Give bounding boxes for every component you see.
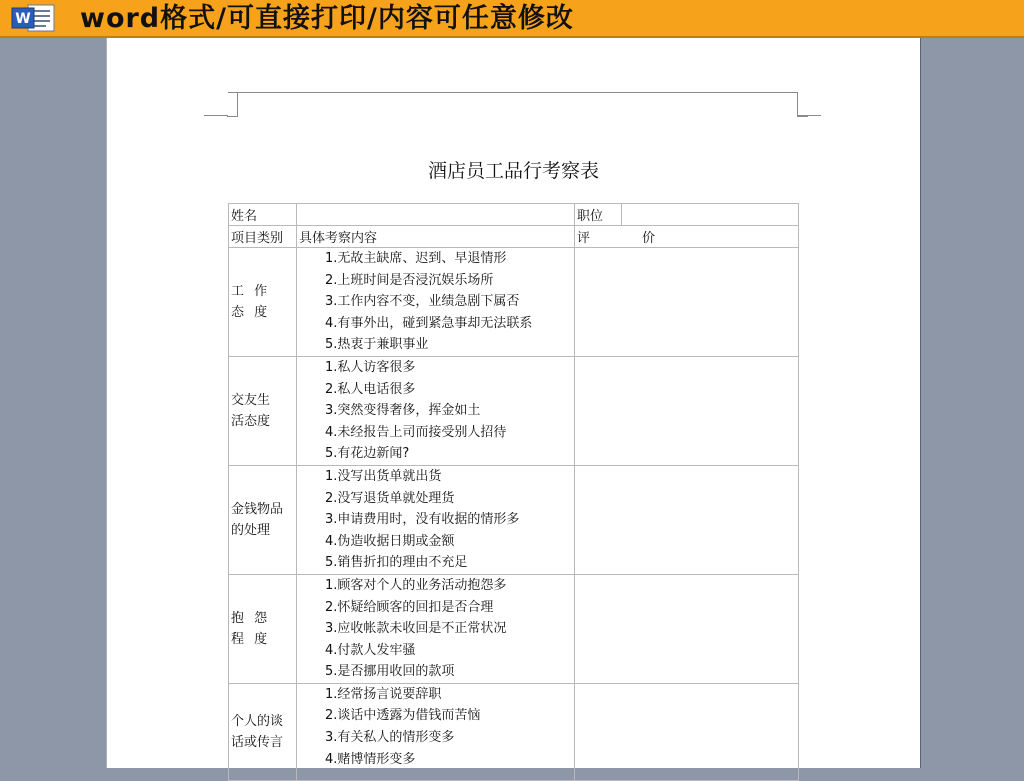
list-item: 4.付款人发牢骚: [325, 642, 416, 658]
table-row: [229, 465, 799, 574]
table-row: [229, 356, 799, 465]
list-item: 3.申请费用时，没有收据的情形多: [325, 512, 520, 528]
evaluation-header: 评 价: [575, 226, 799, 248]
margin-corner-top-right: [797, 92, 808, 117]
list-item: 1.顾客对个人的业务活动抱怨多: [325, 577, 507, 593]
position-label: 职位: [575, 204, 622, 226]
evaluation-cell[interactable]: [575, 465, 799, 574]
svg-text:W: W: [15, 11, 31, 27]
category-cell: 工 作 态 度: [229, 248, 297, 357]
list-item: 5.热衷于兼职事业: [325, 337, 429, 353]
list-item: 1.没写出货单就出货: [325, 468, 442, 484]
table-row: [229, 248, 799, 357]
category-cell: 抱 怨 程 度: [229, 574, 297, 683]
name-field[interactable]: [297, 204, 575, 226]
list-item: 4.赌博情形变多: [325, 751, 416, 767]
list-item: 1.私人访客很多: [325, 359, 416, 375]
content-cell: [297, 356, 575, 465]
list-item: 2.没写退货单就处理货: [325, 490, 455, 506]
table-row-header: [229, 226, 799, 248]
list-item: 5.销售折扣的理由不充足: [325, 555, 468, 571]
evaluation-cell[interactable]: [575, 248, 799, 357]
category-header: 项目类别: [229, 226, 297, 248]
top-banner: [0, 0, 1024, 38]
table-row: [229, 574, 799, 683]
category-cell: 交友生 活态度: [229, 356, 297, 465]
list-item: 3.应收帐款未收回是不正常状况: [325, 621, 507, 637]
list-item: 3.突然变得奢侈，挥金如土: [325, 403, 481, 419]
category-cell: 金钱物品 的处理: [229, 465, 297, 574]
inspection-table: [228, 203, 799, 781]
list-item: [325, 770, 572, 780]
evaluation-cell[interactable]: [575, 574, 799, 683]
margin-corner-top-left: [227, 92, 238, 117]
document-page: [107, 38, 920, 768]
content-header: 具体考察内容: [297, 226, 575, 248]
list-item: 5.有花边新闻?: [325, 446, 410, 462]
list-item: 2.谈话中透露为借钱而苦恼: [325, 708, 481, 724]
table-row-name: [229, 204, 799, 226]
list-item: 1.经常扬言说要辞职: [325, 686, 442, 702]
list-item: 4.有事外出，碰到紧急事却无法联系: [325, 315, 533, 331]
list-item: 4.伪造收据日期或金额: [325, 533, 455, 549]
list-item: 3.工作内容不变，业绩急剧下属否: [325, 294, 520, 310]
word-document-icon: [8, 3, 70, 33]
list-item: 3.有关私人的情形变多: [325, 730, 455, 746]
evaluation-cell[interactable]: [575, 683, 799, 780]
list-item: 2.怀疑给顾客的回扣是否合理: [325, 599, 494, 615]
margin-corner-top-left-ext: [204, 115, 228, 117]
margin-corner-top-right-ext: [797, 115, 821, 117]
content-cell: [297, 465, 575, 574]
page-margin-line: [228, 92, 798, 93]
content-cell: [297, 574, 575, 683]
document-title: 酒店员工品行考察表: [427, 160, 599, 182]
content-cell: [297, 248, 575, 357]
content-cell: [297, 683, 575, 780]
category-cell: 个人的谈 话或传言: [229, 683, 297, 780]
list-item: 5.是否挪用收回的款项: [325, 664, 455, 680]
list-item: 1.无故主缺席、迟到、早退情形: [325, 251, 507, 266]
banner-title: word格式/可直接打印/内容可任意修改: [80, 3, 574, 34]
table-row: [229, 683, 799, 780]
list-item: 2.上班时间是否浸沉娱乐场所: [325, 272, 494, 288]
name-label: 姓名: [229, 204, 297, 226]
evaluation-cell[interactable]: [575, 356, 799, 465]
position-field[interactable]: [622, 204, 799, 226]
list-item: 4.未经报告上司而接受别人招待: [325, 424, 507, 440]
list-item: 2.私人电话很多: [325, 381, 416, 397]
